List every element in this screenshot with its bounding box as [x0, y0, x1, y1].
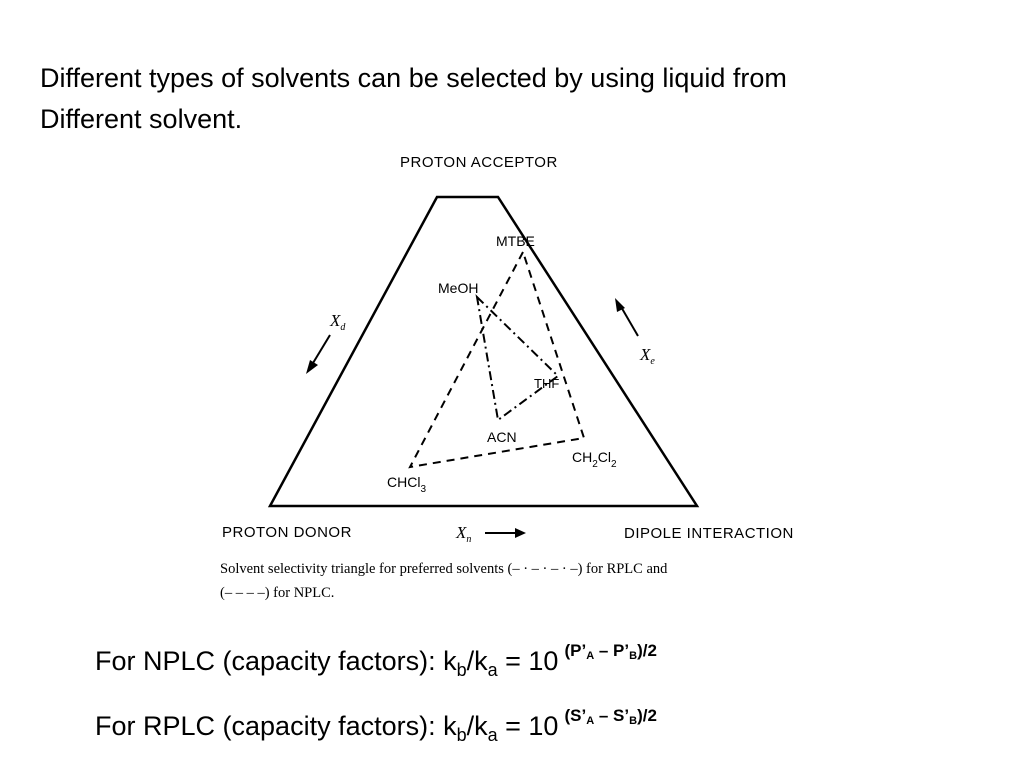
- solvent-selectivity-triangle: [200, 140, 820, 620]
- nplc-formula: For NPLC (capacity factors): $k_b/k_a = 10$ $^{(P’_A - P’_B)/2}$: [95, 641, 657, 680]
- nplc-exponent: (P’A – P’B)/2: [564, 641, 657, 662]
- intro-text: [40, 58, 1000, 140]
- solvent-label-acn: ACN: [487, 429, 517, 445]
- caption-line-2: (– – – –) for NPLC.: [220, 585, 335, 601]
- axis-label-xe: $X_e$: [640, 345, 655, 367]
- rplc-exponent: (S’A – S’B)/2: [564, 706, 657, 727]
- xn-arrow: [485, 528, 526, 538]
- vertex-label-dipole-interaction: DIPOLE INTERACTION: [624, 525, 794, 542]
- solvent-label-chcl3: CHCl$_3$: [387, 474, 427, 495]
- triangle-diagram-svg: [200, 140, 820, 620]
- solvent-label-thf: THF: [534, 376, 560, 391]
- rplc-formula: For RPLC (capacity factors): $k_b/k_a = 10$ $^{(S’_A - S’_B)/2}$: [95, 706, 657, 745]
- outer-triangle: [270, 197, 697, 506]
- solvent-label-meoh: MeOH: [438, 280, 479, 296]
- axis-label-xn: $X_n$: [456, 523, 472, 545]
- caption-line-1: Solvent selectivity triangle for preferred solvents (– · – · – · –) for RPLC and: [220, 561, 668, 577]
- solvent-label-ch2cl2: $CH_2Cl_2$: [572, 449, 617, 470]
- axis-label-xd: $X_d$: [330, 311, 346, 333]
- vertex-label-proton-acceptor: PROTON ACCEPTOR: [400, 154, 558, 171]
- intro-line-1: Different types of solvents can be selected by using liquid from: [40, 63, 787, 93]
- xd-arrow: [306, 335, 330, 374]
- intro-line-2: Different solvent.: [40, 104, 243, 134]
- solvent-label-mtbe: MTBE: [496, 233, 535, 249]
- vertex-label-proton-donor: PROTON DONOR: [222, 524, 352, 541]
- xe-arrow: [615, 298, 638, 336]
